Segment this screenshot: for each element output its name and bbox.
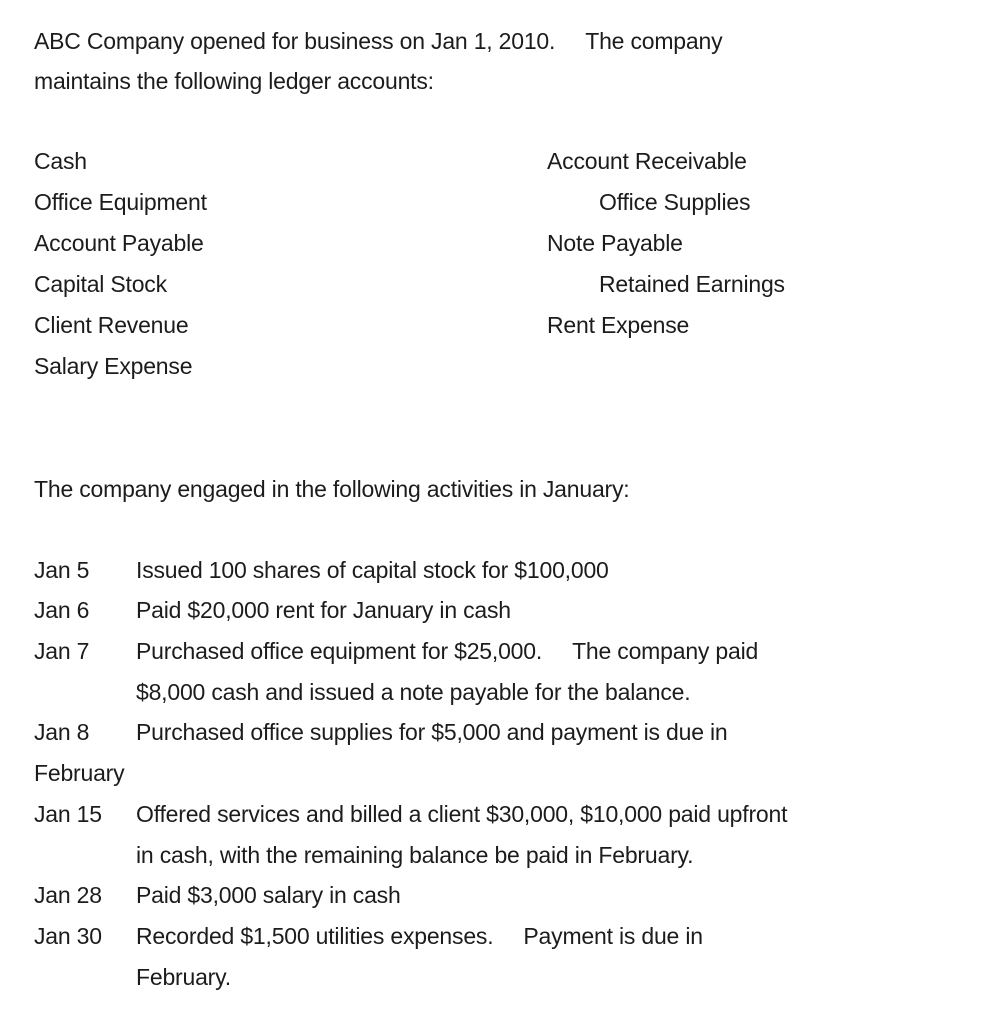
account-cash: Cash bbox=[34, 148, 87, 174]
activity-date: Jan 5 bbox=[34, 557, 90, 583]
activity-description-part: Recorded $1,500 utilities expenses. bbox=[136, 923, 494, 949]
activity-description: Purchased office supplies for $5,000 and payment is due in bbox=[136, 719, 728, 745]
activity-description-continued: in cash, with the remaining balance be paid in February. bbox=[136, 842, 694, 868]
activity-description: Issued 100 shares of capital stock for $100,000 bbox=[136, 557, 609, 583]
activity-date: Jan 8 bbox=[34, 719, 90, 745]
activity-description-part: Payment is due in bbox=[523, 923, 703, 949]
activity-description-continued: $8,000 cash and issued a note payable for the balance. bbox=[136, 679, 691, 705]
activity-description-continued: February bbox=[34, 760, 125, 786]
account-office-equipment: Office Equipment bbox=[34, 189, 207, 215]
intro-sentence-1: ABC Company opened for business on Jan 1, 2010. bbox=[34, 28, 556, 54]
activity-description-part: Purchased office equipment for $25,000. bbox=[136, 638, 543, 664]
activity-description-continued: February. bbox=[136, 964, 231, 990]
activity-description-part: The company paid bbox=[572, 638, 759, 664]
activity-date: Jan 6 bbox=[34, 597, 90, 623]
intro-line-2: maintains the following ledger accounts: bbox=[34, 68, 434, 94]
account-account-payable: Account Payable bbox=[34, 230, 204, 256]
account-office-supplies: Office Supplies bbox=[599, 189, 751, 215]
activity-description bbox=[136, 922, 703, 950]
intro-line-1 bbox=[34, 27, 722, 55]
account-account-receivable: Account Receivable bbox=[547, 148, 747, 174]
activities-heading: The company engaged in the following activities in January: bbox=[34, 476, 630, 502]
intro-sentence-2-start: The company bbox=[585, 28, 723, 54]
activity-date: Jan 15 bbox=[34, 801, 102, 827]
activity-description: Offered services and billed a client $30,000, $10,000 paid upfront bbox=[136, 801, 788, 827]
activity-description: Paid $3,000 salary in cash bbox=[136, 882, 401, 908]
account-salary-expense: Salary Expense bbox=[34, 353, 193, 379]
account-retained-earnings: Retained Earnings bbox=[599, 271, 785, 297]
account-client-revenue: Client Revenue bbox=[34, 312, 189, 338]
account-capital-stock: Capital Stock bbox=[34, 271, 167, 297]
activity-description bbox=[136, 637, 758, 665]
activity-description: Paid $20,000 rent for January in cash bbox=[136, 597, 511, 623]
activity-date: Jan 28 bbox=[34, 882, 102, 908]
activity-date: Jan 30 bbox=[34, 923, 102, 949]
account-rent-expense: Rent Expense bbox=[547, 312, 690, 338]
activity-date: Jan 7 bbox=[34, 638, 90, 664]
account-note-payable: Note Payable bbox=[547, 230, 683, 256]
